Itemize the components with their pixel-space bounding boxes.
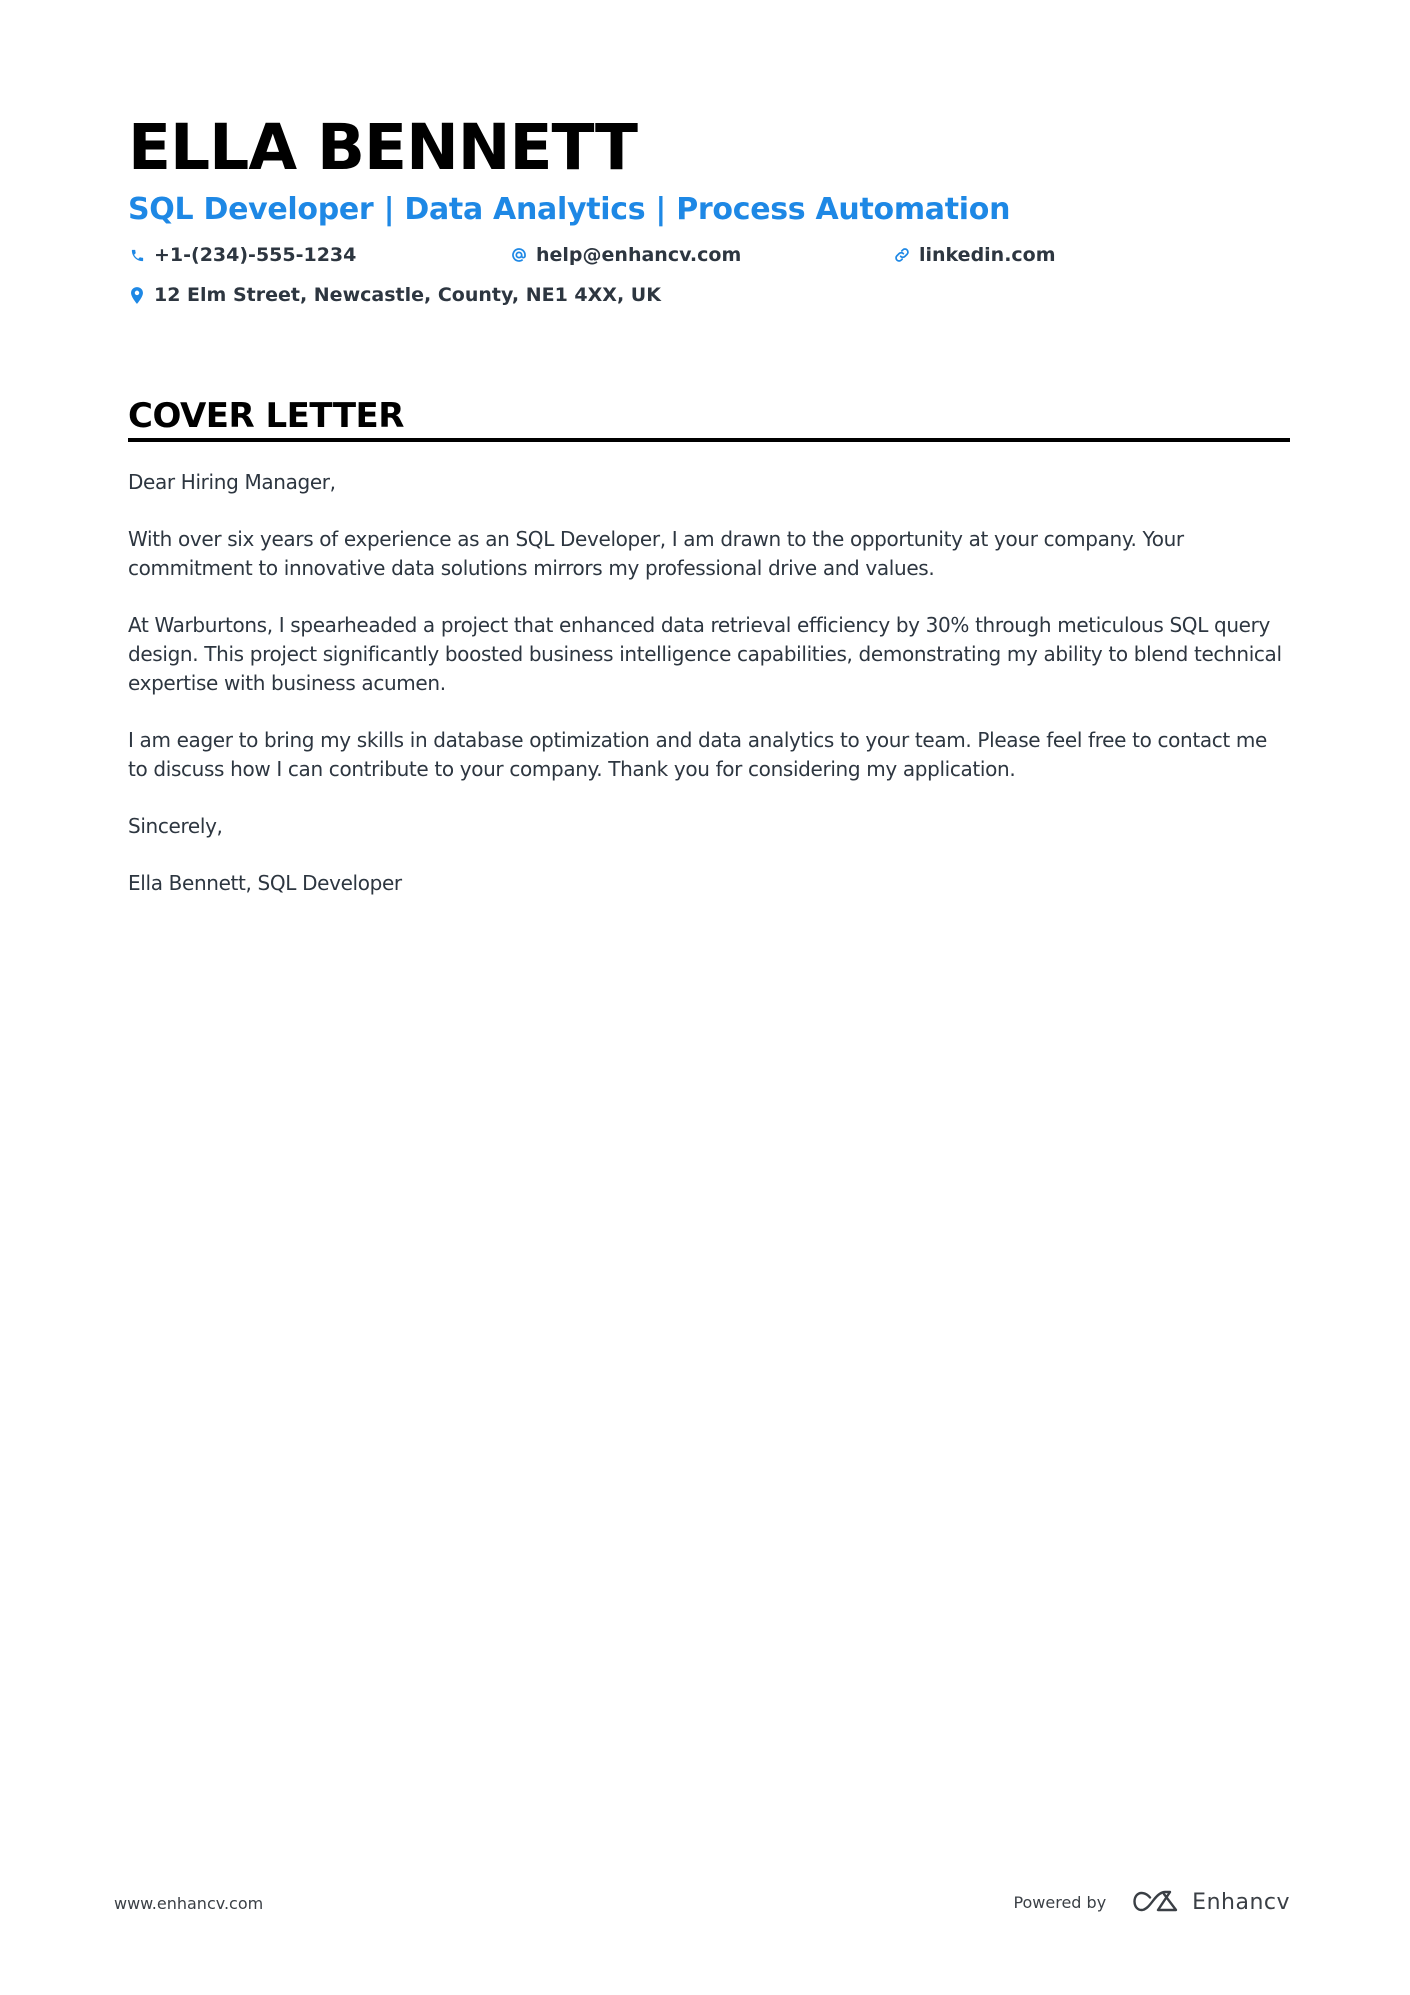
letter-paragraph: With over six years of experience as an SQL Developer, I am drawn to the opportunity at your company. Your commitment to innovative data solutions mirrors my professional drive and values. <box>128 527 1184 580</box>
candidate-headline: SQL Developer | Data Analytics | Process Automation <box>128 192 1011 227</box>
letter-salutation: Dear Hiring Manager, <box>128 470 336 494</box>
brand-name: Enhancv <box>1192 1889 1290 1915</box>
link-icon <box>893 246 911 264</box>
address-text: 12 Elm Street, Newcastle, County, NE1 4XX, UK <box>154 284 661 306</box>
enhancv-logo-icon <box>1132 1888 1180 1916</box>
contact-address <box>128 282 661 308</box>
letter-paragraph: At Warburtons, I spearheaded a project that enhanced data retrieval efficiency by 30% through meticulous SQL query design. This project significantly boosted business intelligence capabilities, demonstrating my ability to blend technical expertise with business acumen. <box>128 613 1282 695</box>
letter-body <box>128 468 1290 926</box>
footer-branding[interactable] <box>1013 1880 1290 1924</box>
candidate-name: ELLA BENNETT <box>128 111 637 184</box>
powered-by-label: Powered by <box>1013 1892 1107 1912</box>
letter-paragraph: I am eager to bring my skills in database optimization and data analytics to your team. Please feel free to contact me to discuss how I can contribute to your company. Thank you for considering my application. <box>128 728 1267 781</box>
at-icon <box>510 246 528 264</box>
letter-closing: Sincerely, <box>128 814 223 838</box>
contact-phone[interactable] <box>128 242 356 268</box>
letter-signature: Ella Bennett, SQL Developer <box>128 871 402 895</box>
section-divider <box>128 438 1290 442</box>
email-text: help@enhancv.com <box>536 244 742 266</box>
location-pin-icon <box>128 286 146 304</box>
section-title: COVER LETTER <box>128 396 404 436</box>
phone-text: +1-(234)-555-1234 <box>154 244 357 266</box>
footer-website[interactable]: www.enhancv.com <box>114 1894 264 1913</box>
linkedin-text: linkedin.com <box>919 244 1056 266</box>
contact-linkedin[interactable] <box>893 242 1056 268</box>
contact-email[interactable] <box>510 242 741 268</box>
phone-icon <box>128 246 146 264</box>
